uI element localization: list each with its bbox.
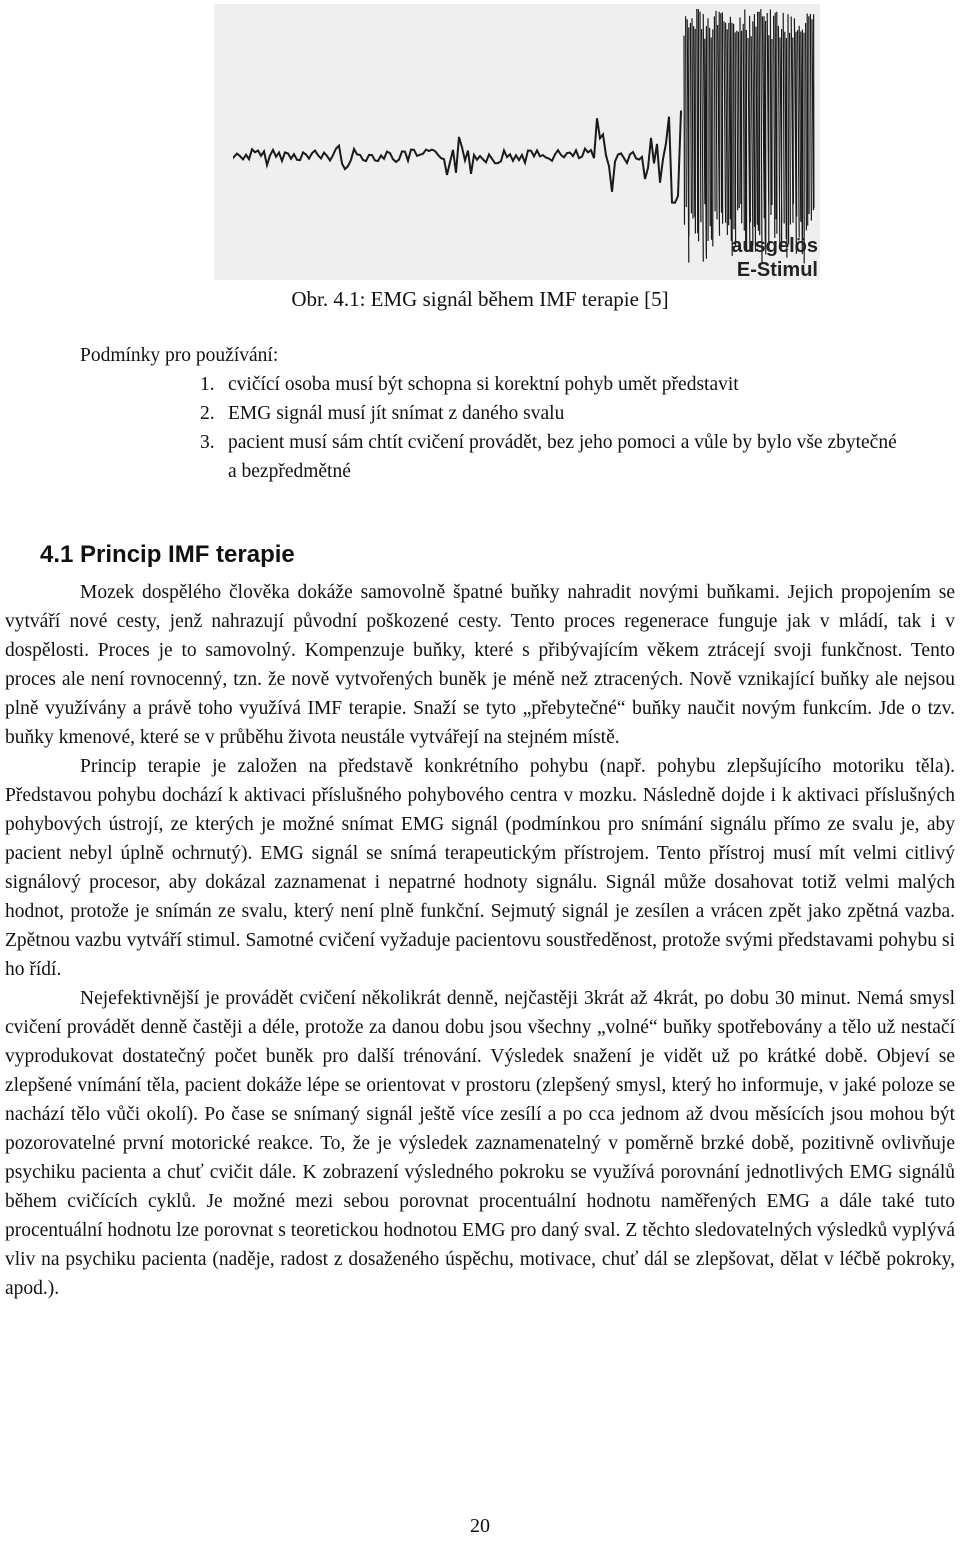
list-item — [200, 370, 900, 399]
figure-caption: Obr. 4.1: EMG signál během IMF terapie [5] — [291, 287, 669, 311]
emg-burst-trace — [684, 9, 814, 264]
section-body — [5, 578, 955, 1303]
list-item — [200, 428, 900, 486]
list-item-text: pacient musí sám chtít cvičení provádět, bez jeho pomoci a vůle by bylo vše zbytečné a bezpředmětné — [228, 432, 897, 482]
list-item-text: cvičící osoba musí být schopna si korektní pohyb umět představit — [228, 374, 739, 395]
figure-label-line2: E-Stimul — [736, 259, 818, 280]
page-number: 20 — [470, 1515, 490, 1537]
conditions-block — [80, 341, 920, 486]
paragraph-2: Princip terapie je založen na představě konkrétního pohybu (např. pohybu zlepšujícího motoriku těla). Představou pohybu dochází k aktivaci příslušného pohybového centra v mozku. Následně dojde i k aktivaci příslušných pohybových ústrojí, ze kterých je možné snímat EMG signál (podmínkou pro snímání signálu přímo ze svalu je, aby pacient nebyl úplně ochrnutý). EMG signál se snímá terapeutickým přístrojem. Tento přístroj musí mít velmi citlivý signálový procesor, aby dokázal zaznamenat i nepatrné hodnoty signálu. Signál může dosahovat totiž velmi malých hodnot, protože je snímán ze svalu, který není plně funkční. Sejmutý signál je zesílen a vrácen zpět jako zpětná vazba. Zpětnou vazbu vytváří stimul. Samotné cvičení vyžaduje pacientovu soustředěnost, protože svými představami pohybu si ho řídí. — [5, 756, 955, 980]
list-item-number: 1. — [200, 374, 215, 395]
paragraph-1: Mozek dospělého člověka dokáže samovolně špatné buňky nahradit novými buňkami. Jejich propojením se vytváří nové cesty, jenž nahrazují původní poškozené cesty. Tento proces regenerace funguje jak v mládí, tak i v dospělosti. Proces je to samovolný. Kompenzuje buňky, které s přibývajícím věkem ztrácejí svoji funkčnost. Tento proces ale není rovnocenný, tzn. že nově vytvořených buněk je méně než ztracených. Nově vznikající buňky ale nejsou plně využívány a právě toho využívá IMF terapie. Snaží se tyto „přebytečné“ buňky naučit novým funkcím. Jde o tzv. buňky kmenové, které se v průběhu života neustále vytvářejí na stejném místě. — [5, 582, 955, 748]
emg-baseline-trace — [234, 111, 681, 203]
list-item-text: EMG signál musí jít snímat z daného svalu — [228, 403, 565, 424]
list-item-number: 2. — [200, 403, 215, 424]
emg-signal-trace — [214, 4, 820, 280]
figure-label-line1: ausgelös — [731, 235, 818, 257]
section-heading: 4.1 Princip IMF terapie — [40, 541, 295, 568]
list-item-number: 3. — [200, 432, 215, 453]
emg-signal-figure — [214, 4, 820, 280]
conditions-title: Podmínky pro používání: — [80, 345, 279, 366]
paragraph-3: Nejefektivnější je provádět cvičení několikrát denně, nejčastěji 3krát až 4krát, po dobu 30 minut. Nemá smysl cvičení provádět denně častěji a déle, protože za danou dobu jsou všechny „volné“ buňky spotřebovány a tělo už nestačí vyprodukovat dostatečný počet buněk pro další trénování. Výsledek snažení je vidět už po krátké době. Objeví se zlepšené vnímání těla, pacient dokáže lépe se orientovat v prostoru (zlepšený smysl, který ho informuje, v jaké poloze se nachází tělo vůči okolí). Po čase se snímaný signál ještě více zesílí a po cca jednom až dvou měsících jsou mohou být pozorovatelné první motorické reakce. To, že je výsledek zaznamenatelný v poměrně brzké době, pozitivně ovlivňuje psychiku pacienta a chuť cvičit dále. K zobrazení výsledného pokroku se využívá porovnání jednotlivých EMG signálů během cvičících cyklů. Je možné mezi sebou porovnat procentuální hodnotu naměřených EMG a dále také tuto procentuální hodnotu lze porovnat s teoretickou hodnotou EMG pro daný sval. Z těchto sledovatelných výsledků vyplývá vliv na psychiku pacienta (naděje, radost z dosaženého úspěchu, motivace, chuť dál se zlepšovat, dělat v léčbě pokroky, apod.). — [5, 988, 955, 1299]
list-item — [200, 399, 900, 428]
conditions-list — [200, 370, 900, 486]
